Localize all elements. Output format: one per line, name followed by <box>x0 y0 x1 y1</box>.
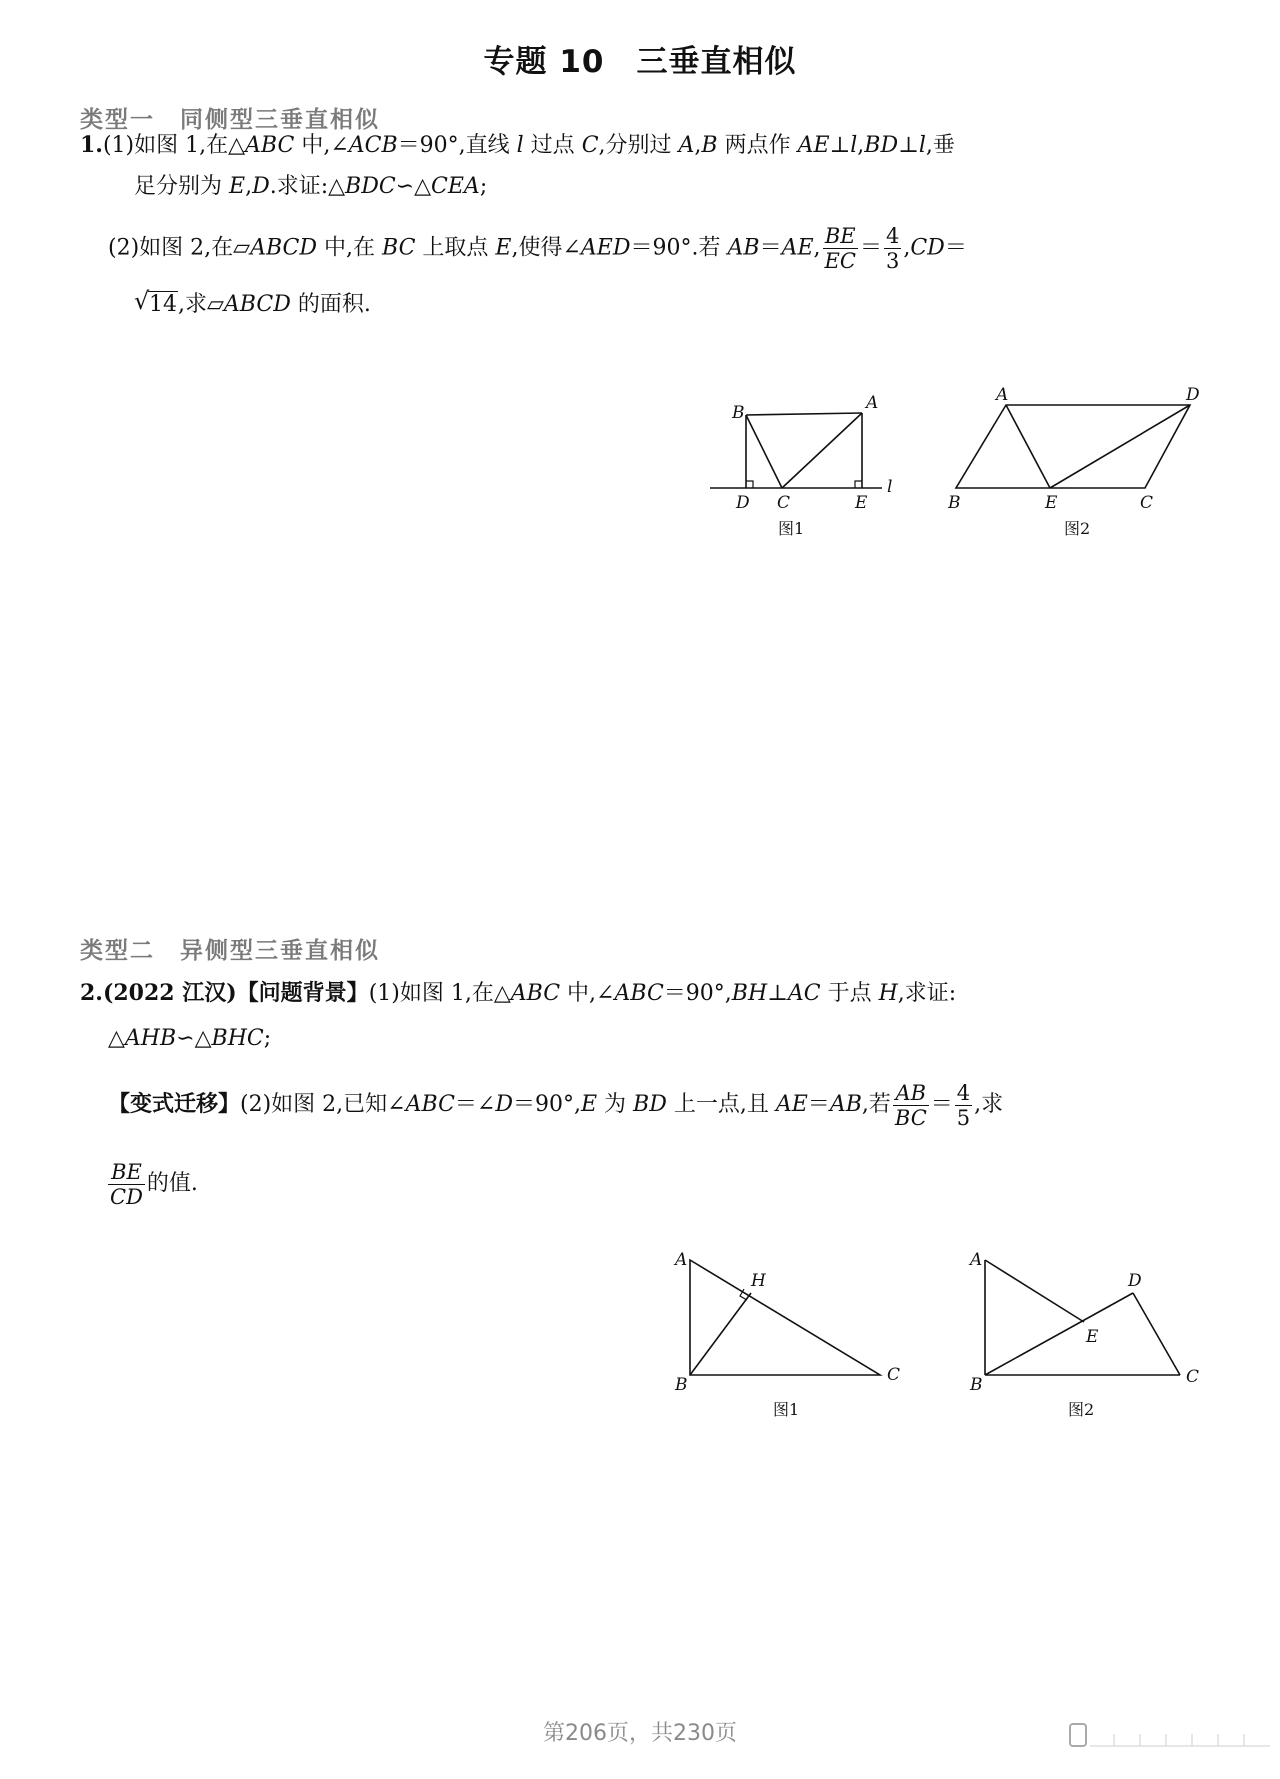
q2-text: ＝∠ <box>454 1092 496 1117</box>
q2-text: △ <box>108 1026 125 1051</box>
label-a: A <box>996 385 1009 405</box>
segment-ed <box>1050 405 1190 488</box>
q1-text: ,分别过 <box>598 133 679 158</box>
q1-var: C <box>581 133 599 158</box>
segment-ca <box>782 413 862 488</box>
fraction-numerator: BE <box>823 224 858 249</box>
caption-fig2: 图2 <box>1068 1400 1095 1419</box>
q1-var: AE <box>781 235 814 261</box>
label-b: B <box>675 1375 688 1395</box>
q2-text: ⊥ <box>767 981 788 1006</box>
fraction-numerator: BE <box>108 1160 145 1185</box>
q2-text: ＝90°, <box>512 1092 581 1117</box>
q2-line-4 <box>106 1158 198 1210</box>
q2-text: ＝ <box>930 1092 953 1117</box>
right-angle-mark-d <box>746 481 753 488</box>
q1-var: ABCD <box>223 292 291 317</box>
q1-line-3 <box>108 224 967 273</box>
q1-text: , <box>245 174 253 199</box>
q2-var: AE <box>775 1092 808 1117</box>
q1-text: 的面积. <box>290 292 371 317</box>
label-a: A <box>866 393 879 413</box>
q1-var: A <box>678 133 695 158</box>
q1-var: l <box>850 133 858 158</box>
q1-text: , <box>813 235 821 261</box>
q1-var: CEA <box>431 174 480 199</box>
q1-var: BDC <box>345 174 396 199</box>
q1-text: ,求▱ <box>178 292 224 317</box>
q2-text: (2)如图 2,已知∠ <box>240 1092 406 1117</box>
q2-source-tag: (2022 江汉)【问题背景】 <box>102 980 369 1006</box>
q1-text: 足分别为 <box>134 174 229 199</box>
q1-var: D <box>252 174 270 199</box>
fraction-denominator: CD <box>110 1184 143 1209</box>
q2-text: ; <box>263 1026 272 1051</box>
parallelogram-abcd <box>956 405 1190 488</box>
q1-var: l <box>516 133 524 158</box>
q2-text: 的值. <box>146 1171 198 1196</box>
q2-number: 2. <box>80 980 103 1006</box>
q1-text: 两点作 <box>717 133 798 158</box>
q2-var: ABC <box>510 981 561 1006</box>
q2-var: D <box>495 1092 513 1117</box>
q1-text: , <box>694 133 702 158</box>
segment-dc <box>1133 1293 1180 1375</box>
q2-var: AB <box>829 1092 862 1117</box>
q1-var: BD <box>864 133 899 158</box>
q1-text: 过点 <box>523 133 582 158</box>
q2-figure-1 <box>665 1240 915 1430</box>
page-scroller-thumb[interactable] <box>1070 1724 1086 1746</box>
page-title: 专题 10 三垂直相似 <box>483 44 797 80</box>
q1-text: ⊥ <box>829 133 851 158</box>
fraction-numerator: 4 <box>956 1080 971 1105</box>
q1-var: B <box>701 133 718 158</box>
q2-var: ABC <box>614 981 664 1006</box>
q2-text: ,求 <box>974 1092 1004 1117</box>
q1-text: ⊥ <box>898 133 919 158</box>
q2-text: 中,∠ <box>560 981 615 1006</box>
q2-variant-tag: 【变式迁移】 <box>108 1091 241 1117</box>
q1-text: (1)如图 1,在△ <box>102 133 246 158</box>
q2-var: H <box>878 981 898 1006</box>
q2-text: (1)如图 1,在△ <box>368 981 511 1006</box>
radical-sign: √ <box>134 287 150 315</box>
q2-var: BH <box>731 981 768 1006</box>
q1-text: ＝ <box>759 235 782 261</box>
segment-ae <box>985 1260 1084 1322</box>
sqrt-14 <box>134 287 178 320</box>
q1-text: ＝90°,直线 <box>397 133 517 158</box>
q1-text: ,垂 <box>925 133 955 158</box>
q1-text: , <box>903 235 911 261</box>
q1-var: ACB <box>348 133 398 158</box>
label-d: D <box>736 493 750 513</box>
label-c: C <box>887 1365 901 1385</box>
fraction-numerator: 4 <box>885 224 900 248</box>
q1-number: 1. <box>80 132 103 158</box>
q1-fraction-be-ec <box>823 224 858 273</box>
label-e: E <box>1086 1327 1099 1347</box>
q2-line-2 <box>108 1024 271 1054</box>
caption-fig2: 图2 <box>1064 519 1091 538</box>
q1-var: l <box>918 133 926 158</box>
q1-fraction-4-3 <box>884 224 901 273</box>
fraction-denominator: 5 <box>956 1105 971 1130</box>
fraction-denominator: BC <box>894 1105 927 1130</box>
q2-text: ,求证: <box>897 981 957 1006</box>
q1-text: ＝ <box>859 235 882 261</box>
q2-var: E <box>580 1092 598 1117</box>
q1-text: 中,∠ <box>294 133 349 158</box>
label-h: H <box>751 1271 766 1291</box>
label-a: A <box>675 1250 688 1270</box>
radicand: 14 <box>149 292 177 317</box>
q2-var: AHB <box>124 1026 177 1051</box>
segment-bh <box>690 1293 751 1375</box>
caption-fig1: 图1 <box>773 1400 800 1419</box>
q2-text: ＝ <box>807 1092 830 1117</box>
q1-figure-2 <box>940 380 1200 540</box>
segment-ae <box>1006 405 1050 488</box>
fraction-denominator: EC <box>824 249 856 273</box>
q1-text: ＝90°.若 <box>630 235 728 261</box>
segment-bc <box>746 415 782 488</box>
q2-var: BD <box>633 1092 667 1117</box>
triangle-abc <box>690 1260 880 1375</box>
label-e: E <box>855 493 868 513</box>
segment-ab <box>746 413 862 415</box>
q1-text: 上取点 <box>415 235 496 261</box>
q2-var: ABC <box>405 1092 455 1117</box>
label-b: B <box>948 493 961 513</box>
q2-var: AC <box>787 981 821 1006</box>
fraction-denominator: 3 <box>885 249 900 273</box>
page-scroller[interactable] <box>1070 1720 1270 1750</box>
q2-text: 上一点,且 <box>666 1092 776 1117</box>
q1-line-1 <box>80 130 955 161</box>
q1-var: ABCD <box>250 235 318 261</box>
q1-var: ABC <box>245 133 295 158</box>
label-b: B <box>970 1375 983 1395</box>
q2-text: ,若 <box>861 1092 891 1117</box>
q1-text: ; <box>479 174 488 199</box>
q2-fraction-ab-bc <box>893 1081 929 1130</box>
label-l: l <box>887 477 893 497</box>
q1-text: (2)如图 2,在▱ <box>108 235 251 261</box>
q2-text: ＝90°, <box>663 981 732 1006</box>
label-c: C <box>1186 1367 1200 1387</box>
q2-text: 于点 <box>820 981 879 1006</box>
label-e: E <box>1045 493 1058 513</box>
page-indicator: 第206页，共230页 <box>543 1721 737 1746</box>
q1-var: CD <box>910 235 945 261</box>
q1-text: ∽△ <box>395 174 432 199</box>
label-a: A <box>970 1250 983 1270</box>
q1-var: BC <box>382 235 416 261</box>
q2-var: BHC <box>211 1026 264 1051</box>
q2-line-1 <box>80 978 956 1009</box>
q1-text: .求证:△ <box>269 174 346 199</box>
q1-var: AE <box>797 133 830 158</box>
q2-fraction-4-5 <box>955 1081 972 1130</box>
section-heading-type-2: 类型二 异侧型三垂直相似 <box>80 938 380 964</box>
label-b: B <box>732 403 745 423</box>
q1-text: ,使得∠ <box>511 235 581 261</box>
q1-line-2 <box>134 172 487 202</box>
q1-var: E <box>229 174 246 199</box>
q1-text: , <box>857 133 865 158</box>
label-c: C <box>1140 493 1154 513</box>
q1-var: AB <box>727 235 760 261</box>
q2-line-3 <box>108 1080 1003 1130</box>
q2-figure-2 <box>960 1240 1210 1430</box>
q1-figure-1 <box>700 380 900 540</box>
q1-var: E <box>495 235 512 261</box>
label-c: C <box>777 493 791 513</box>
q1-var: AED <box>580 235 631 261</box>
q1-line-4 <box>134 287 371 320</box>
q2-text: 为 <box>597 1092 634 1117</box>
caption-fig1: 图1 <box>778 519 805 538</box>
q1-text: ＝ <box>944 235 967 261</box>
q1-text: 中,在 <box>317 235 382 261</box>
right-angle-mark-e <box>855 481 862 488</box>
q2-fraction-be-cd <box>108 1160 145 1209</box>
label-d: D <box>1128 1271 1142 1291</box>
q2-text: ∽△ <box>176 1026 212 1051</box>
fraction-numerator: AB <box>893 1081 929 1106</box>
section-heading-type-1: 类型一 同侧型三垂直相似 <box>80 107 380 133</box>
segment-bd <box>985 1293 1133 1375</box>
label-d: D <box>1186 385 1200 405</box>
